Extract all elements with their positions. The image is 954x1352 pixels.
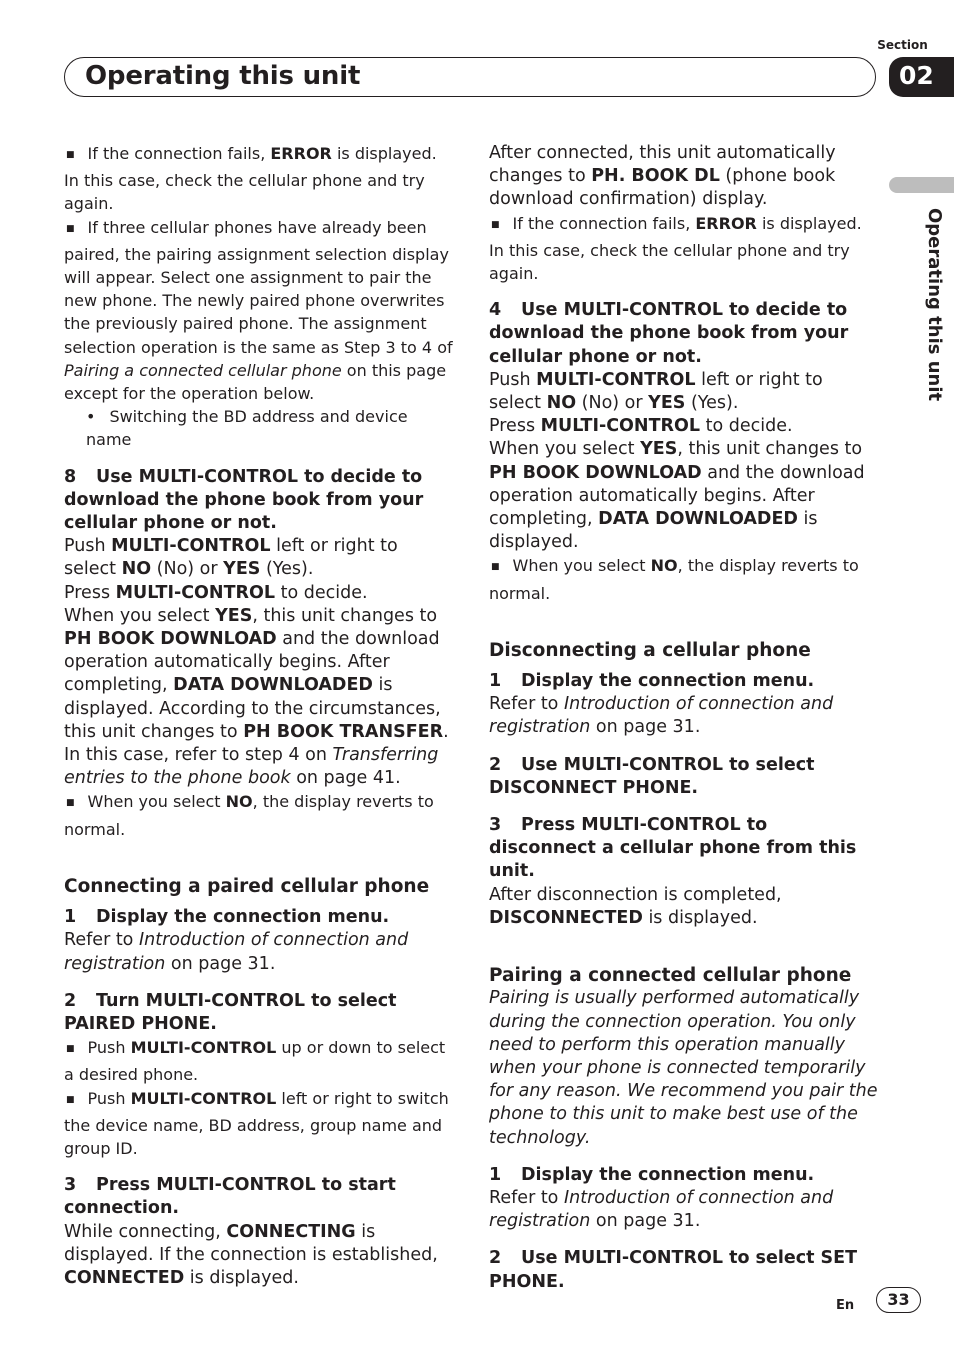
- connect-step-1-heading: 1 Display the connection menu.: [64, 907, 390, 928]
- section-label: Section: [877, 38, 928, 52]
- title-bar: [64, 57, 876, 97]
- right-column: [489, 142, 879, 1294]
- step-4-note-no: ■ When you select NO, the display reverts to normal.: [489, 554, 879, 604]
- pair-step-2-heading: 2 Use MULTI-CONTROL to select SET PHONE.: [489, 1248, 858, 1292]
- after-connected-text: After connected, this unit automatically changes to PH. BOOK DL (phone book download confirmation) display.: [489, 143, 836, 210]
- connect-step-3-heading: 3 Press MULTI-CONTROL to start connection.: [64, 1175, 396, 1219]
- note-connection-fails: ■ If the connection fails, ERROR is displayed. In this case, check the cellular phone and try again.: [64, 142, 454, 216]
- page-title: Operating this unit: [85, 61, 361, 91]
- footer-language: En: [836, 1298, 855, 1313]
- step-4-heading: 4 Use MULTI-CONTROL to decide to download the phone book from your cellular phone or not.: [489, 300, 849, 367]
- pair-step-1-heading: 1 Display the connection menu.: [489, 1164, 815, 1185]
- step-8-press: Press MULTI-CONTROL to decide.: [64, 582, 368, 603]
- heading-disconnecting: Disconnecting a cellular phone: [489, 639, 811, 661]
- step-8-push: Push MULTI-CONTROL left or right to select NO (No) or YES (Yes).: [64, 536, 398, 580]
- connect-step-2-note-1: ■ Push MULTI-CONTROL up or down to select a desired phone.: [64, 1036, 454, 1086]
- connect-step-1-refer: Refer to Introduction of connection and registration on page 31.: [64, 930, 409, 974]
- connect-step-2-note-2: ■ Push MULTI-CONTROL left or right to switch the device name, BD address, group name and group ID.: [64, 1087, 454, 1161]
- step-8-select-yes: When you select YES, this unit changes to PH BOOK DOWNLOAD and the download operation automatically begins. After completing, DATA DOWNLOADED is displayed. According to the circumstances, this unit changes to PH BOOK TRANSFER. In this case, refer to step 4 on Transferring entries to the phone book on page 41.: [64, 605, 449, 789]
- bullet-switching: • Switching the BD address and device name: [64, 405, 454, 451]
- side-tab-text: Operating this unit: [924, 208, 945, 402]
- step-8-heading: 8 Use MULTI-CONTROL to decide to download the phone book from your cellular phone or not.: [64, 466, 424, 534]
- note-three-phones: ■ If three cellular phones have already been paired, the pairing assignment selection display will appear. Select one assignment to pair the new phone. The newly paired phone overwrites the previously paired phone. The assignment selection operation is the same as Step 3 to 4 of Pairing a connected cellular phone on this page except for the operation below.: [64, 216, 454, 406]
- disconnect-step-1-refer: Refer to Introduction of connection and registration on page 31.: [489, 694, 834, 738]
- connect-step-2-heading: 2 Turn MULTI-CONTROL to select PAIRED PHONE.: [64, 990, 397, 1034]
- step-8-note-no: ■ When you select NO, the display reverts to normal.: [64, 790, 454, 840]
- page-number: 33: [876, 1287, 921, 1313]
- heading-pairing-connected: Pairing a connected cellular phone: [489, 965, 852, 987]
- section-number-badge: 02: [889, 57, 954, 97]
- step-4-select-yes: When you select YES, this unit changes to PH BOOK DOWNLOAD and the download operation automatically begins. After completing, DATA DOWNLOADED is displayed.: [489, 439, 865, 553]
- side-tab-marker: [889, 177, 954, 193]
- disconnect-step-1-heading: 1 Display the connection menu.: [489, 671, 815, 692]
- pair-step-1-refer: Refer to Introduction of connection and registration on page 31.: [489, 1187, 834, 1232]
- side-tab-label: [925, 208, 949, 428]
- step-4-push: Push MULTI-CONTROL left or right to select NO (No) or YES (Yes).: [489, 369, 823, 414]
- disconnect-step-3-heading: 3 Press MULTI-CONTROL to disconnect a cellular phone from this unit.: [489, 815, 857, 882]
- disconnect-step-3-body: After disconnection is completed, DISCONNECTED is displayed.: [489, 884, 782, 928]
- step-4-press: Press MULTI-CONTROL to decide.: [489, 416, 793, 437]
- note-connection-fails-right: ■ If the connection fails, ERROR is displayed. In this case, check the cellular phone and try again.: [489, 212, 879, 286]
- heading-connecting-paired: Connecting a paired cellular phone: [64, 875, 430, 897]
- disconnect-step-2-heading: 2 Use MULTI-CONTROL to select DISCONNECT PHONE.: [489, 754, 815, 798]
- left-column: [64, 142, 454, 1290]
- pairing-intro: Pairing is usually performed automatically during the connection operation. You only need to perform this operation manually when your phone is connected temporarily for any reason. We recommend you pair the phone to this unit to make best use of the technology.: [489, 988, 878, 1148]
- connect-step-3-body: While connecting, CONNECTING is displayed. If the connection is established, CONNECTED is displayed.: [64, 1221, 438, 1288]
